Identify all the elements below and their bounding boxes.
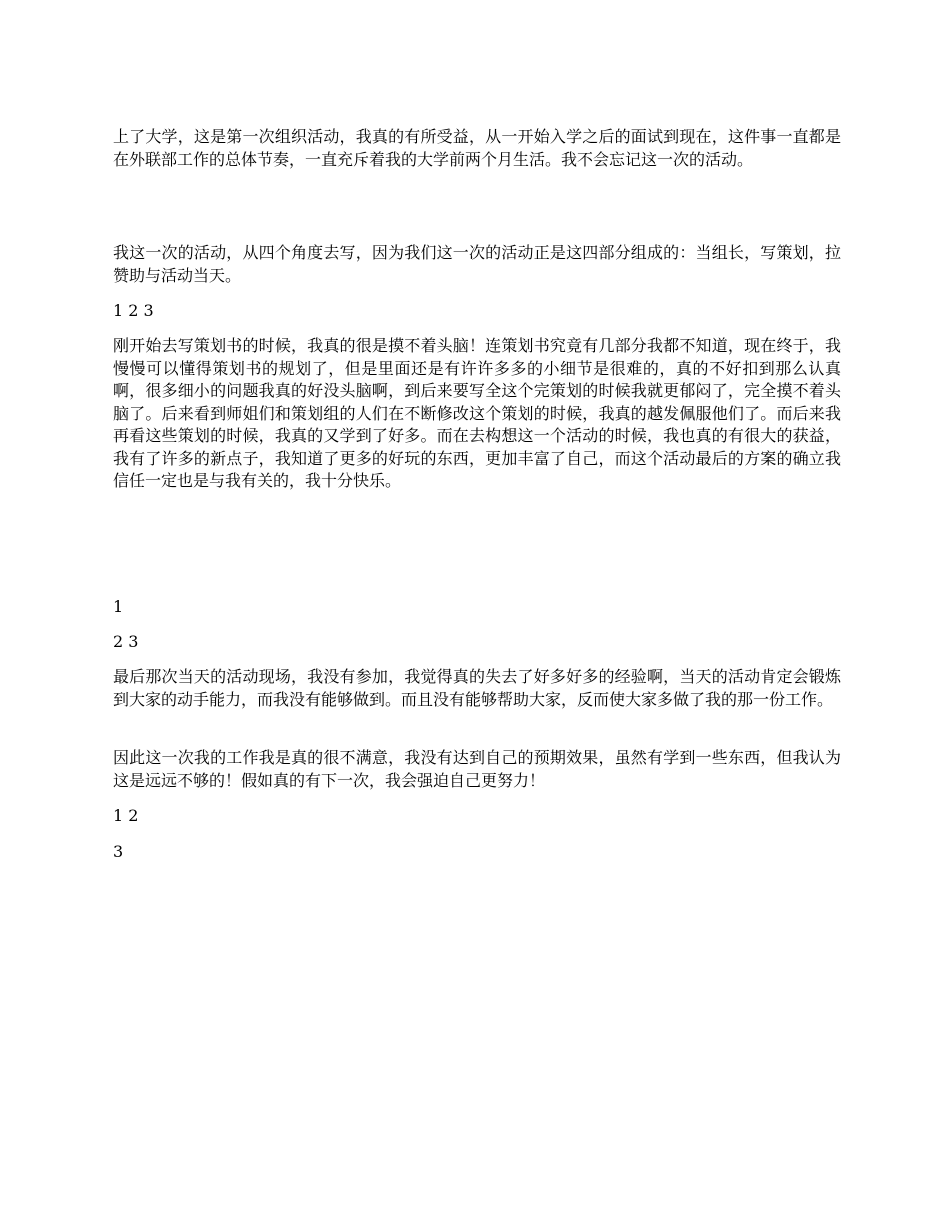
numbering-line: 2 3 bbox=[113, 632, 139, 651]
paragraph-reflection: 因此这一次我的工作我是真的很不满意，我没有达到自己的预期效果，虽然有学到一些东西，但我认为这是远远不够的！假如真的有下一次，我会强迫自己更努力！ bbox=[113, 748, 841, 790]
numbering-line: 1 2 3 bbox=[113, 301, 154, 320]
numbering-line: 1 2 bbox=[113, 806, 139, 825]
numbering-line: 3 bbox=[113, 842, 124, 861]
numbering-line: 1 bbox=[113, 597, 124, 616]
paragraph-four-angles: 我这一次的活动，从四个角度去写，因为我们这一次的活动正是这四部分组成的：当组长，写策划，拉赞助与活动当天。 bbox=[113, 243, 841, 285]
paragraph-planning: 刚开始去写策划书的时候，我真的很是摸不着头脑！连策划书究竟有几部分我都不知道，现在终于，我慢慢可以懂得策划书的规划了，但是里面还是有许许多多的小细节是很难的，真的不好扣到那么认真啊，很多细小的问题我真的好没头脑啊，到后来要写全这个完策划的时候我就更郁闷了，完全摸不着头脑了。后来看到师姐们和策划组的人们在不断修改这个策划的时候，我真的越发佩服他们了。而后来我再看这些策划的时候，我真的又学到了好多。而在去构想这一个活动的时候，我也真的有很大的获益，我有了许多的新点子，我知道了更多的好玩的东西，更加丰富了自己，而这个活动最后的方案的确立我信任一定也是与我有关的，我十分快乐。 bbox=[113, 336, 841, 490]
paragraph-event-day: 最后那次当天的活动现场，我没有参加，我觉得真的失去了好多好多的经验啊，当天的活动肯定会锻炼到大家的动手能力，而我没有能够做到。而且没有能够帮助大家，反而使大家多做了我的那一份工作。 bbox=[113, 667, 841, 709]
paragraph-intro: 上了大学，这是第一次组织活动，我真的有所受益，从一开始入学之后的面试到现在，这件事一直都是在外联部工作的总体节奏，一直充斥着我的大学前两个月生活。我不会忘记这一次的活动。 bbox=[113, 127, 841, 169]
